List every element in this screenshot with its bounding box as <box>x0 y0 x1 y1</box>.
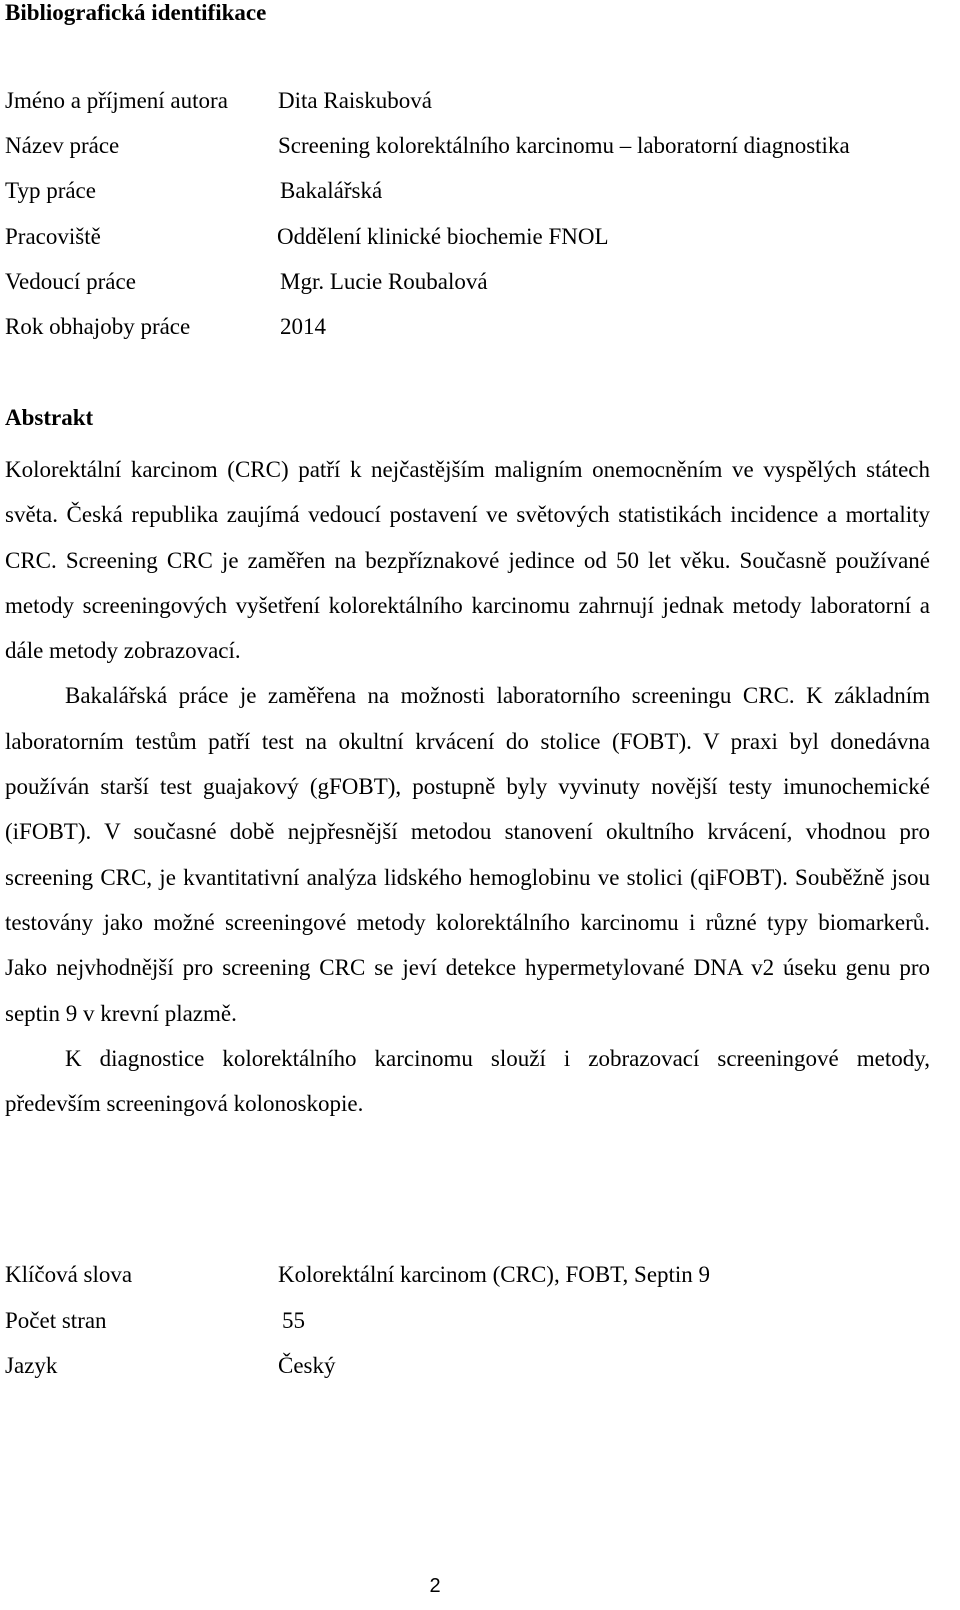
meta-row-author <box>5 88 930 118</box>
meta-value: Oddělení klinické biochemie FNOL <box>277 224 609 249</box>
meta-row-workplace <box>5 224 930 254</box>
meta-row-title <box>5 133 930 163</box>
meta-row-defense-year <box>5 314 930 344</box>
meta-value: Dita Raiskubová <box>278 88 432 113</box>
meta-label: Vedoucí práce <box>5 269 136 294</box>
abstract-body <box>5 447 930 1126</box>
meta-row-language <box>5 1353 930 1383</box>
section-heading: Bibliografická identifikace <box>5 0 267 25</box>
meta-value: Screening kolorektálního karcinomu – laboratorní diagnostika <box>278 133 850 158</box>
meta-label: Název práce <box>5 133 120 158</box>
abstract-heading: Abstrakt <box>5 405 94 430</box>
abstract-paragraph: K diagnostice kolorektálního karcinomu slouží i zobrazovací screeningové metody, především screeningová kolonoskopie. <box>5 1045 930 1117</box>
abstract-paragraph: Kolorektální karcinom (CRC) patří k nejčastějším maligním onemocněním ve vyspělých státech světa. Česká republika zaujímá vedoucí postavení ve světových statistikách incidence a mortality CRC. Screening CRC je zaměřen na bezpříznakové jedince od 50 let věku. Současně používané metody screeningových vyšetření kolorektálního karcinomu zahrnují jednak metody laboratorní a dále metody zobrazovací. <box>5 457 930 664</box>
meta-label: Jazyk <box>5 1353 58 1378</box>
meta-row-page-count <box>5 1308 930 1338</box>
meta-label: Klíčová slova <box>5 1262 133 1287</box>
meta-value: Kolorektální karcinom (CRC), FOBT, Septin 9 <box>278 1262 711 1287</box>
meta-label: Rok obhajoby práce <box>5 314 191 339</box>
meta-value: 55 <box>282 1308 305 1333</box>
meta-row-type <box>5 178 930 208</box>
meta-label: Pracoviště <box>5 224 101 249</box>
page-number: 2 <box>429 1575 441 1597</box>
meta-label: Počet stran <box>5 1308 107 1333</box>
meta-value: Mgr. Lucie Roubalová <box>280 269 488 294</box>
meta-label: Typ práce <box>5 178 96 203</box>
meta-row-keywords <box>5 1262 930 1292</box>
meta-value: Český <box>278 1353 336 1378</box>
meta-value: 2014 <box>280 314 326 339</box>
abstract-paragraph: Bakalářská práce je zaměřena na možnosti laboratorního screeningu CRC. K základním laboratorním testům patří test na okultní krvácení do stolice (FOBT). V praxi byl donedávna používán starší test guajakový (gFOBT), postupně byly vyvinuty novější testy imunochemické (iFOBT). V současné době nejpřesnější metodou stanovení okultního krvácení, vhodnou pro screening CRC, je kvantitativní analýza lidského hemoglobinu ve stolici (qiFOBT). Souběžně jsou testovány jako možné screeningové metody kolorektálního karcinomu i různé typy biomarkerů. Jako nejvhodnější pro screening CRC se jeví detekce hypermetylované DNA v2 úseku genu pro septin 9 v krevní plazmě. <box>5 683 930 1026</box>
meta-label: Jméno a příjmení autora <box>5 88 228 113</box>
meta-value: Bakalářská <box>280 178 383 203</box>
meta-row-supervisor <box>5 269 930 299</box>
